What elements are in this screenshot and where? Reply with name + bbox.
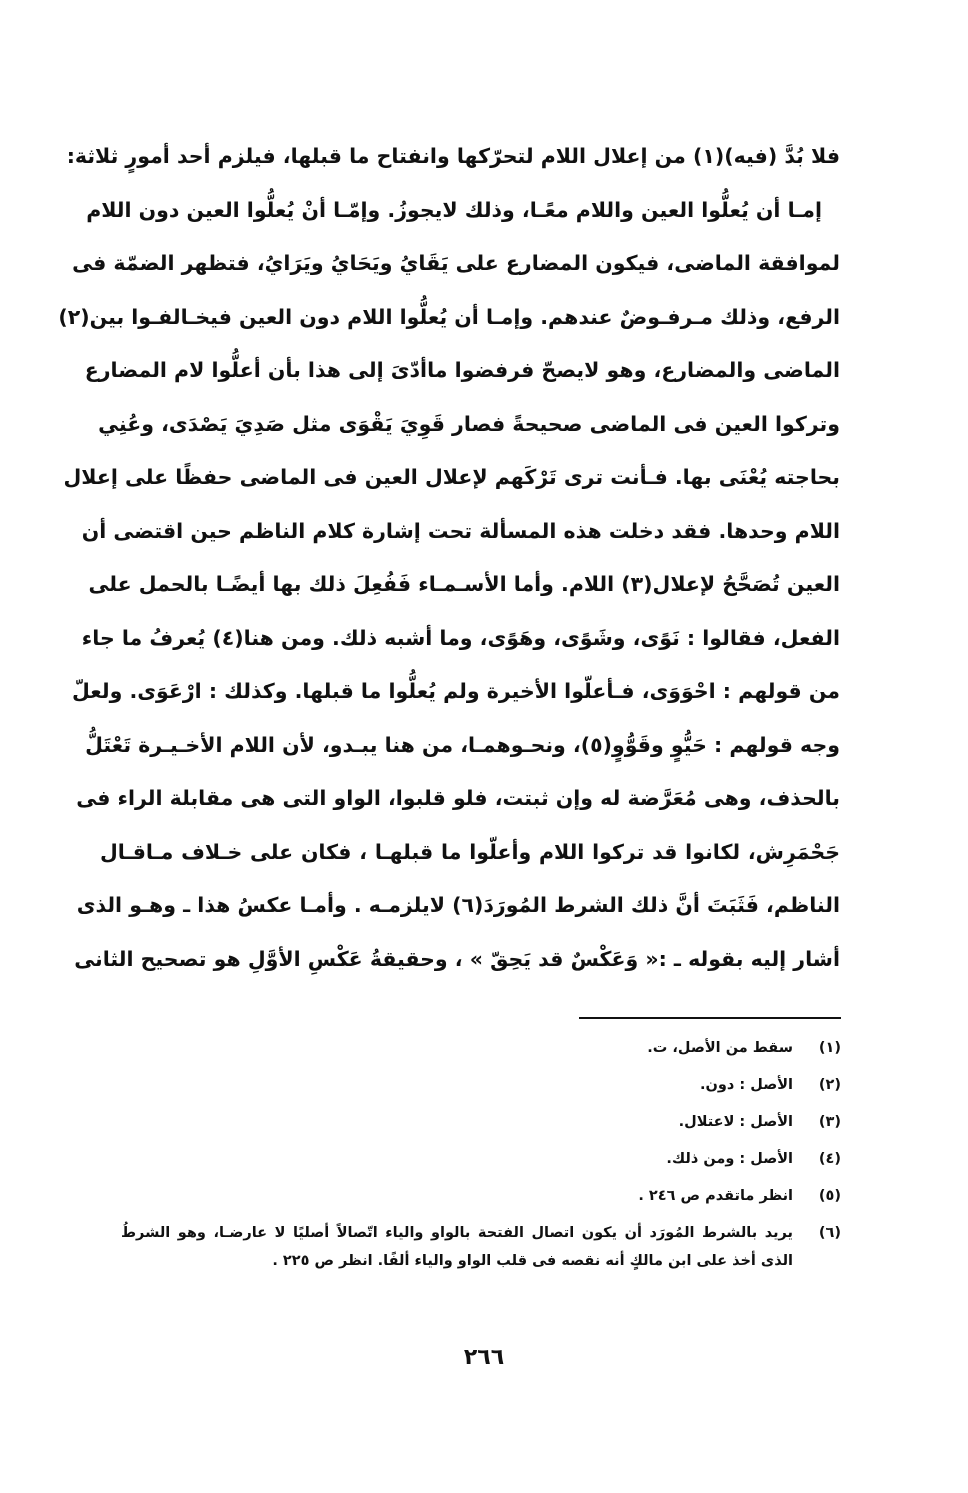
footnote-text: الأصل : ومن ذلك. (666, 1151, 793, 1167)
footnote-text: انظر ماتقدم ص ٢٤٦ . (638, 1188, 793, 1204)
footnote-text: يريد بالشرط المُورَد أن يكون اتصال الفتحة بالواو والياء اتّصالاً أصليًا لا عارضـا، وهو الشرطُ الذى أخذ على ابن مالكٍ أنه نقصه فى قلب الواو والياء ألفًا. انظر ص ٢٢٥ . (121, 1225, 793, 1269)
footnote-number: (٤) (818, 1151, 841, 1167)
text-line: بالحذف، وهى مُعَرَّضة له وإن ثبتت، فلو قلبوا، الواو التى هى مقابلة الراء فى (76, 786, 840, 810)
text-line: وتركوا العين فى الماضى صحيحةً فصار قَوِيَ يَقْوَى مثل صَدِيَ يَصْدَى، وعُنِي (98, 411, 840, 436)
text-line: وجه قولهم : حَيُّوٍ وقَوُّوٍ(٥)، ونحـوهمـا، من هنا يبـدو، لأن اللام الأخـيـرة تَعْتَلُّ (85, 732, 840, 757)
footnote-item (121, 1141, 841, 1178)
text-line: الناظم، فَثَبَتَ أنَّ ذلك الشرط المُورَدَ(٦) لايلزمـه . وأمـا عكسُ هذا ـ وهـو الذى (76, 893, 840, 917)
footnote-item (121, 1030, 841, 1067)
footnote-number: (٦) (818, 1225, 841, 1241)
footnote-item (121, 1104, 841, 1141)
footnote-item (121, 1067, 841, 1104)
text-line: إمـا أن يُعلُّوا العين واللام معًـا، وذلك لايجوزُ. وإمّـا أنْ يُعلُّوا العين دون اللام (86, 197, 822, 222)
text-line: بحاجته يُعْنَى بها. فـأنت ترى تَرْكَهم لإعلال العين فى الماضى حفظًا على إعلال (63, 465, 840, 489)
footnote-text: الأصل : دون. (700, 1077, 793, 1093)
footnote-number: (١) (818, 1040, 841, 1056)
text-line: الماضى والمضارع، وهو لايصحّ فرفضوا ماأدّىَ إلى هذا بأن أعلُّوا لام المضارع (84, 358, 840, 382)
footnote-number: (٢) (818, 1077, 841, 1093)
footnotes-list (121, 1030, 841, 1275)
footnote-text: الأصل : لاعتلال. (678, 1114, 793, 1130)
text-line: جَحْمَرِش، لكانوا قد تركوا اللام وأعلّوا ما قبلهـا ، فكان على خـلاف مـاقـال (100, 839, 840, 864)
page-number: ٢٦٦ (463, 1345, 505, 1370)
footnote-separator (579, 1017, 841, 1019)
text-line: من قولهم : احْوَوَى، فـأعلّوا الأخيرة ولم يُعلُّوا ما قبلها. وكذلك : ارْعَوَى. ولعلّ (72, 679, 840, 703)
footnote-item (121, 1178, 841, 1215)
text-line: العين تُصَحَّحُ لإعلال(٣) اللام. وأما الأسـمـاء فَفُعِلَ ذلك بها أيضًـا بالحمل على (88, 572, 840, 596)
text-line: اللام وحدها. فقد دخلت هذه المسألة تحت إشارة كلام الناظم حين اقتضى أن (81, 518, 840, 543)
text-line: أشار إليه بقوله ـ :« وَعَكْسٌ قد يَحِقّ » ، وحقيقةُ عَكْسِ الأوَّلِ هو تصحيح الثانى (74, 946, 840, 971)
text-line: فلا بُدَّ (فيه)(١) من إعلال اللام لتحرّكها وانفتاح ما قبلها، فيلزم أحد أمورٍ ثلاثة: (66, 144, 840, 168)
main-text-block (58, 130, 840, 986)
text-line: لموافقة الماضى، فيكون المضارع على يَقَايُ ويَحَايُ ويَرَايُ، فتظهر الضمّة فى (72, 251, 840, 275)
footnote-item (121, 1215, 841, 1275)
text-line: الرفع، وذلك مـرفـوضٌ عندهم. وإمـا أن يُعلُّوا اللام دون العين فيخـالفـوا بين(٢) (58, 304, 840, 329)
footnote-number: (٥) (818, 1188, 841, 1204)
footnote-number: (٣) (818, 1114, 841, 1130)
footnote-text: سقط من الأصل، ت. (647, 1040, 793, 1056)
text-line: الفعل، فقالوا : نَوًى، وشَوًى، وهَوًى، وما أشبه ذلك. ومن هنا(٤) يُعرفُ ما جاء (81, 625, 840, 650)
